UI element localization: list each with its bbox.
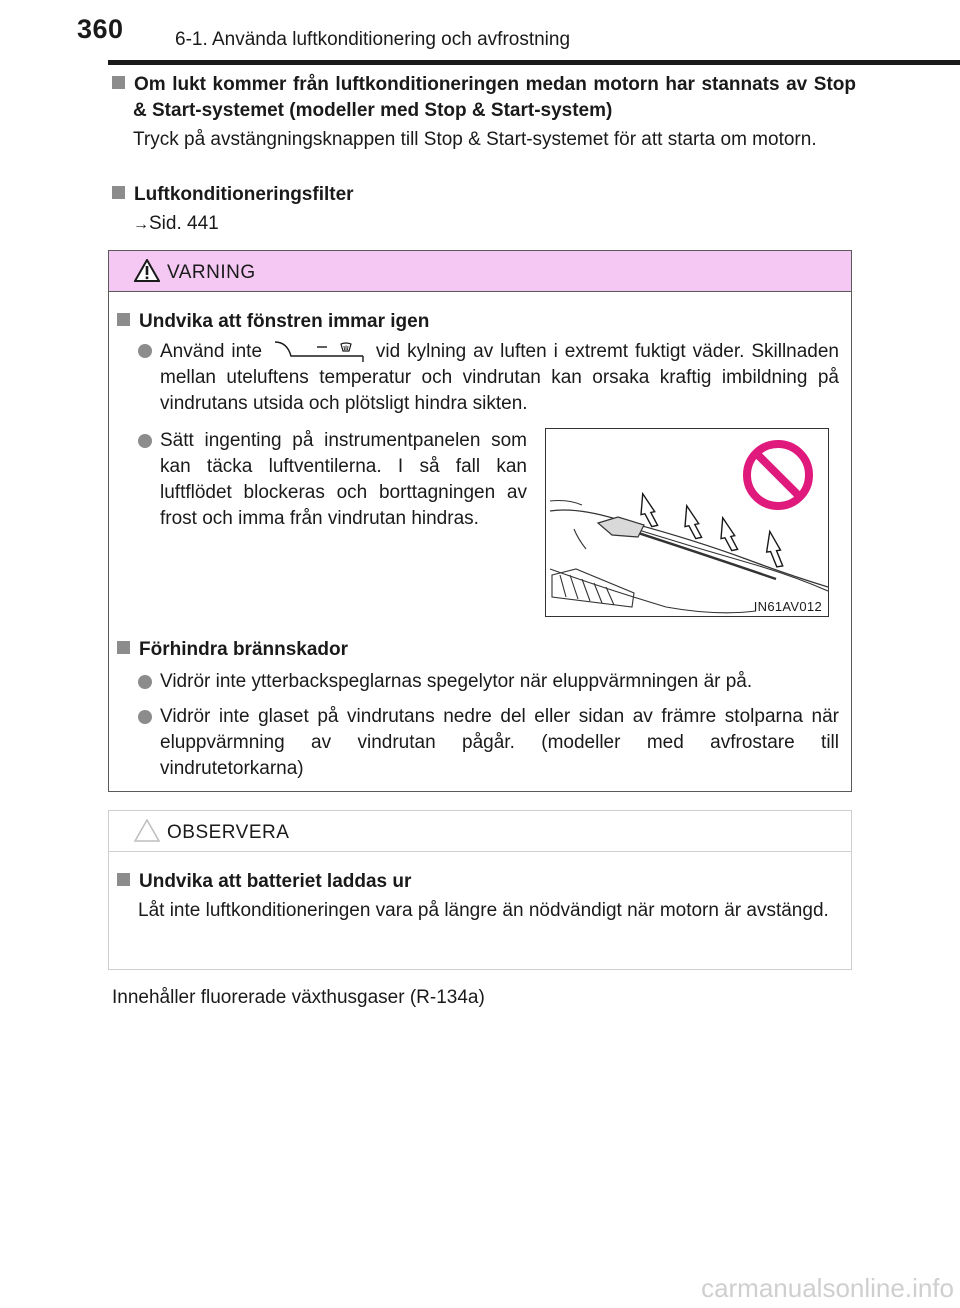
section-title: 6-1. Använda luftkonditionering och avfrostning: [175, 29, 571, 50]
section-body: Tryck på avstängningsknappen till Stop & Start-systemet för att starta om motorn.: [133, 129, 817, 150]
notice-body: Låt inte luftkonditioneringen vara på längre än nödvändigt när motorn är avstängd.: [138, 900, 829, 921]
list-item: [117, 669, 839, 695]
notice-title: OBSERVERA: [167, 822, 290, 843]
warning-header: [109, 251, 851, 292]
square-bullet-icon: [112, 186, 125, 199]
round-bullet-icon: [138, 675, 152, 689]
bullet-text: Sätt ingenting på instrumentpanelen som kan täcka luftventilerna. I så fall kan luftflödet blockeras och borttagningen av frost och imma från vindrutan hindras.: [160, 430, 527, 529]
page-reference: [112, 211, 856, 238]
subsection-heading: [117, 637, 839, 663]
list-item: [117, 338, 839, 417]
warning-triangle-icon: [134, 259, 160, 282]
section-heading-text: Luftkonditioneringsfilter: [134, 184, 354, 205]
round-bullet-icon: [138, 710, 152, 724]
section-odor: [112, 72, 856, 153]
bullet-text: Vidrör inte ytterbackspeglarnas spegelytor när eluppvärmningen är på.: [160, 671, 753, 692]
section-heading: [112, 72, 856, 124]
section-heading: [112, 182, 856, 208]
warning-title: VARNING: [167, 262, 256, 283]
dashboard-vents-figure: [545, 428, 829, 617]
footer-note: Innehåller fluorerade växthusgaser (R-134a): [112, 987, 485, 1008]
windshield-defogger-switch-icon: [273, 338, 365, 362]
caution-triangle-icon: [134, 819, 160, 842]
notice-heading: [117, 869, 839, 895]
warning-box: [108, 250, 852, 792]
page-number: 360: [77, 14, 124, 44]
square-bullet-icon: [117, 313, 130, 326]
round-bullet-icon: [138, 434, 152, 448]
bullet-text: Vidrör inte glaset på vindrutans nedre del eller sidan av främre stolparna när eluppvärmning av vindrutan pågår. (modeller med avfrostare till vindrutetorkarna): [160, 706, 839, 779]
notice-box: [108, 810, 852, 970]
watermark: carmanualsonline.info: [701, 1273, 954, 1303]
square-bullet-icon: [112, 76, 125, 89]
reference-arrow-icon: →: [133, 216, 149, 233]
list-item: [117, 704, 839, 782]
notice-header: [109, 811, 851, 852]
subsection-heading-text: Undvika att fönstren immar igen: [139, 311, 430, 332]
warning-bullet-vents: [117, 428, 527, 532]
subsection-heading: [117, 309, 839, 335]
notice-heading-text: Undvika att batteriet laddas ur: [139, 871, 412, 892]
figure-label: IN61AV012: [753, 599, 822, 614]
list-item: [117, 428, 527, 532]
header-rule: [108, 60, 960, 65]
warning-subsection-fogging: [117, 309, 839, 417]
section-filter: [112, 182, 856, 238]
section-heading-text: Om lukt kommer från luftkonditioneringen medan motorn har stannats av Stop & Start-systemet (modeller med Stop & Start-system): [133, 74, 856, 121]
square-bullet-icon: [117, 873, 130, 886]
bullet-text-pre: Använd inte: [160, 341, 263, 362]
dashboard-illustration: [546, 429, 828, 616]
bullet-text-post: vid kylning av luften i extremt fuktigt väder. Skillnaden mellan uteluftens temperatur och vindrutan kan orsaka kraftig imbildning på vindrutans utsida och plötsligt hindra sikten.: [160, 341, 840, 414]
notice-section: [117, 869, 839, 924]
warning-subsection-burns: [117, 637, 839, 782]
subsection-heading-text: Förhindra brännskador: [139, 639, 349, 660]
square-bullet-icon: [117, 641, 130, 654]
round-bullet-icon: [138, 344, 152, 358]
reference-link[interactable]: Sid. 441: [149, 213, 219, 234]
